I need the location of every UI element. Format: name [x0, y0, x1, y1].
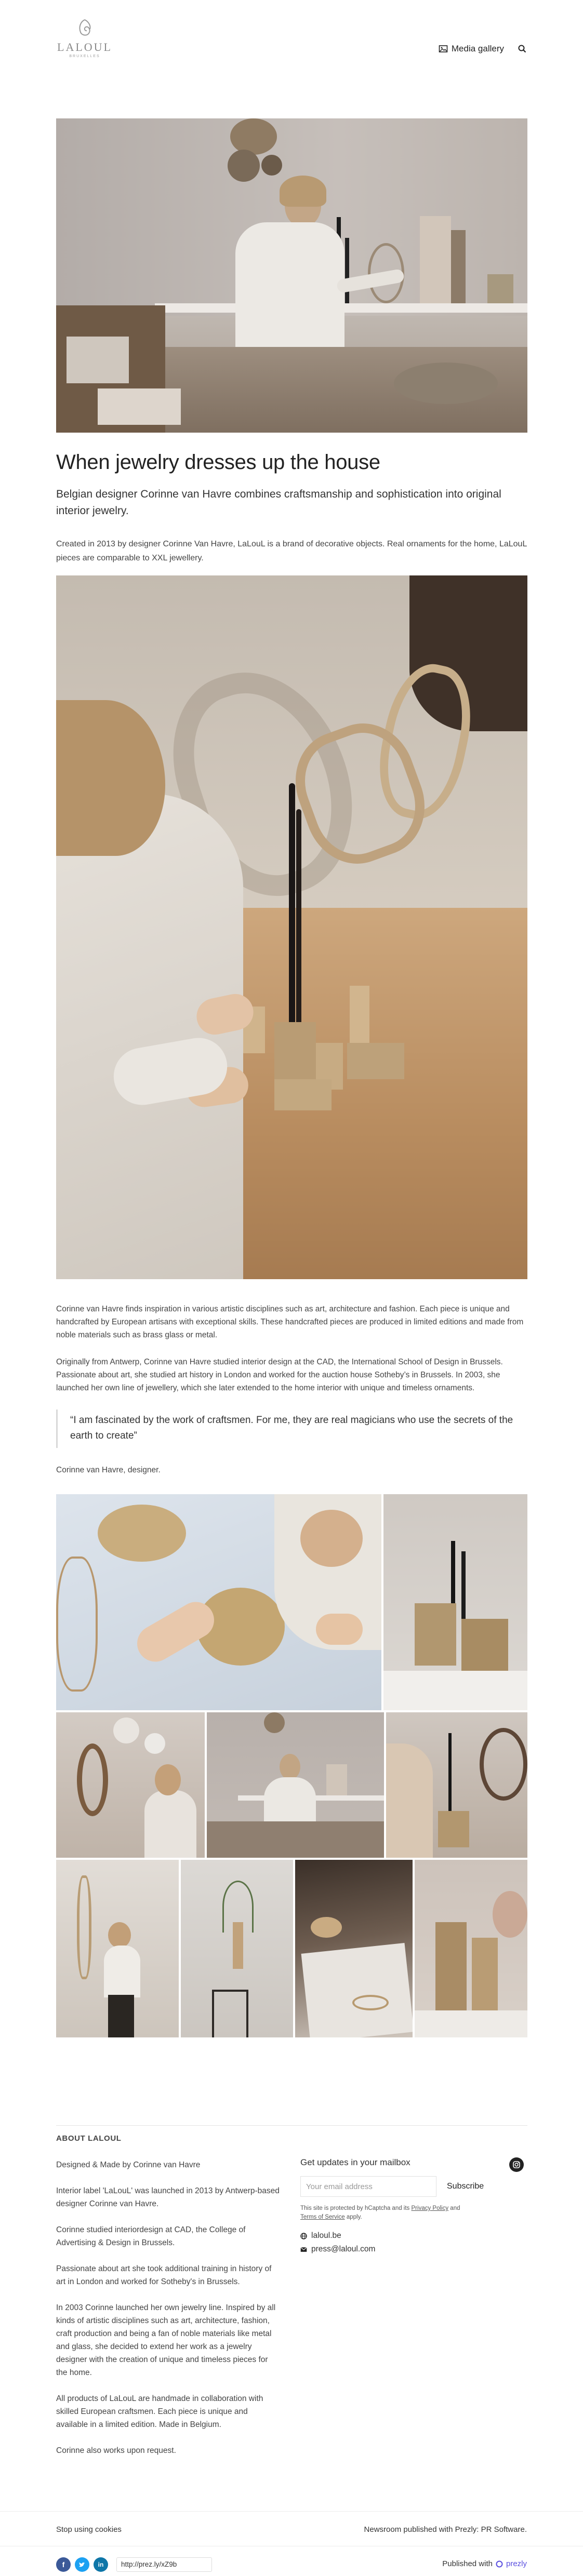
subscribe-button[interactable]: Subscribe	[442, 2176, 489, 2197]
laloul-logo[interactable]	[56, 17, 113, 58]
newsroom-credit[interactable]: Newsroom published with Prezly: PR Software.	[364, 2525, 527, 2534]
media-gallery-link[interactable]	[439, 44, 504, 54]
about-paragraph: Corinne also works upon request.	[56, 2446, 176, 2455]
article-paragraph-inspiration: Corinne van Havre finds inspiration in various artistic disciplines such as art, architecture and fashion. Each piece is unique and handcrafted by European artisans with exceptional skills. These handcrafted pieces are produced in limited editions and made from noble materials such as brass glass or metal.	[56, 1305, 524, 1339]
captcha-notice	[300, 2204, 472, 2222]
photo-hands-arranging-brass-candle-holders[interactable]	[56, 575, 527, 1279]
gallery-photo-4[interactable]	[207, 1712, 384, 1858]
main-nav	[439, 44, 527, 54]
media-gallery-label: Media gallery	[451, 44, 504, 53]
about-paragraph: In 2003 Corinne launched her own jewelry line. Inspired by all kinds of artistic disciplines such as art, architecture, fashion, craft production and being a fan of noble materials like metal and glass, she decided to extend her work as a jewelry designer with the creation of unique and timeless pieces for the home.	[56, 2303, 276, 2377]
about-paragraph: Interior label 'LaLouL' was launched in 2013 by Antwerp-based designer Corinne van Havre.	[56, 2186, 280, 2208]
gallery-photo-3[interactable]	[56, 1712, 205, 1858]
captcha-and: and	[450, 2205, 460, 2211]
gallery-photo-2[interactable]	[383, 1494, 527, 1710]
site-header	[0, 0, 583, 93]
prezly-label: prezly	[506, 2559, 527, 2568]
logo-wordmark: LALOUL	[57, 41, 112, 53]
article-paragraph-background: Originally from Antwerp, Corinne van Havre studied interior design at the CAD, the International School of Design in Brussels. Passionate about art, she studied art history in London and worked for the auction house Sotheby’s in Brussels. In 2003, she launched her own line of jewellery, which she later extended to the home interior with unique and timeless ornaments.	[56, 1358, 503, 1392]
gallery-photo-9[interactable]	[415, 1860, 527, 2037]
prezly-logo-icon	[496, 2560, 503, 2568]
website-link[interactable]	[300, 2229, 527, 2243]
short-url-field[interactable]: http://prez.ly/xZ9b	[116, 2557, 212, 2572]
mail-icon	[300, 2246, 307, 2253]
designer-quote: “I am fascinated by the work of craftsmen. For me, they are real magicians who use the secrets of the earth to create”	[56, 1410, 527, 1448]
signup-title: Get updates in your mailbox	[300, 2157, 410, 2167]
about-paragraph: All products of LaLouL are handmade in collaboration with skilled European craftsmen. Each piece is unique and available in a limited edition. Made in Belgium.	[56, 2394, 263, 2429]
contact-list	[300, 2229, 527, 2256]
article-intro: Created in 2013 by designer Corinne Van Havre, LaLouL is a brand of decorative objects. Real ornaments for the home, LaLouL pieces are comparable to XXL jewellery.	[56, 540, 527, 562]
twitter-icon	[78, 2561, 86, 2568]
signup-form	[300, 2176, 527, 2197]
search-button[interactable]	[518, 44, 527, 53]
gallery-photo-5[interactable]	[386, 1712, 527, 1858]
image-icon	[439, 44, 448, 53]
privacy-policy-link[interactable]: Privacy Policy	[411, 2205, 449, 2211]
search-icon	[518, 44, 527, 53]
logo-emblem-icon	[73, 17, 96, 39]
gallery-photo-7[interactable]	[181, 1860, 293, 2037]
about-paragraph: Designed & Made by Corinne van Havre	[56, 2161, 201, 2169]
published-with-label: Published with	[442, 2559, 493, 2568]
facebook-share-button[interactable]	[56, 2557, 71, 2572]
stop-cookies-link[interactable]: Stop using cookies	[56, 2525, 122, 2534]
gallery-photo-8[interactable]	[295, 1860, 413, 2037]
terms-of-service-link[interactable]: Terms of Service	[300, 2214, 345, 2220]
website-label: laloul.be	[311, 2231, 341, 2240]
captcha-text: This site is protected by hCaptcha and its	[300, 2205, 410, 2211]
instagram-icon	[509, 2157, 524, 2172]
hero-photo-designer-at-shelf[interactable]	[56, 118, 527, 433]
about-paragraph: Corinne studied interiordesign at CAD, the College of Advertising & Design in Brussels.	[56, 2225, 246, 2247]
footer-divider	[56, 2125, 527, 2126]
published-with-prezly[interactable]	[442, 2559, 527, 2568]
email-link[interactable]	[300, 2243, 527, 2256]
newsletter-signup	[300, 2157, 527, 2256]
share-bar	[56, 2557, 212, 2572]
about-text	[56, 2158, 280, 2470]
quote-credit: Corinne van Havre, designer.	[56, 1466, 161, 1474]
gallery-photo-1[interactable]	[56, 1494, 381, 1710]
article-title: When jewelry dresses up the house	[56, 451, 380, 474]
bottom-divider	[0, 2511, 583, 2512]
linkedin-share-button[interactable]	[94, 2557, 108, 2572]
article-lead: Belgian designer Corinne van Havre combines craftsmanship and sophistication into original interior jewelry.	[56, 488, 501, 517]
linkedin-icon: in	[98, 2561, 104, 2568]
captcha-suffix: apply.	[346, 2214, 362, 2220]
facebook-icon: f	[62, 2560, 65, 2569]
logo-subtitle: BRUXELLES	[69, 55, 100, 58]
about-paragraph: Passionate about art she took additional training in history of art in London and worked for Sotheby's in Brussels.	[56, 2264, 272, 2286]
email-input[interactable]	[300, 2176, 436, 2197]
twitter-share-button[interactable]	[75, 2557, 89, 2572]
about-heading: ABOUT LALOUL	[56, 2134, 122, 2143]
globe-icon	[300, 2233, 307, 2239]
email-label: press@laloul.com	[311, 2245, 376, 2253]
gallery-photo-6[interactable]	[56, 1860, 179, 2037]
instagram-link[interactable]	[509, 2157, 524, 2172]
